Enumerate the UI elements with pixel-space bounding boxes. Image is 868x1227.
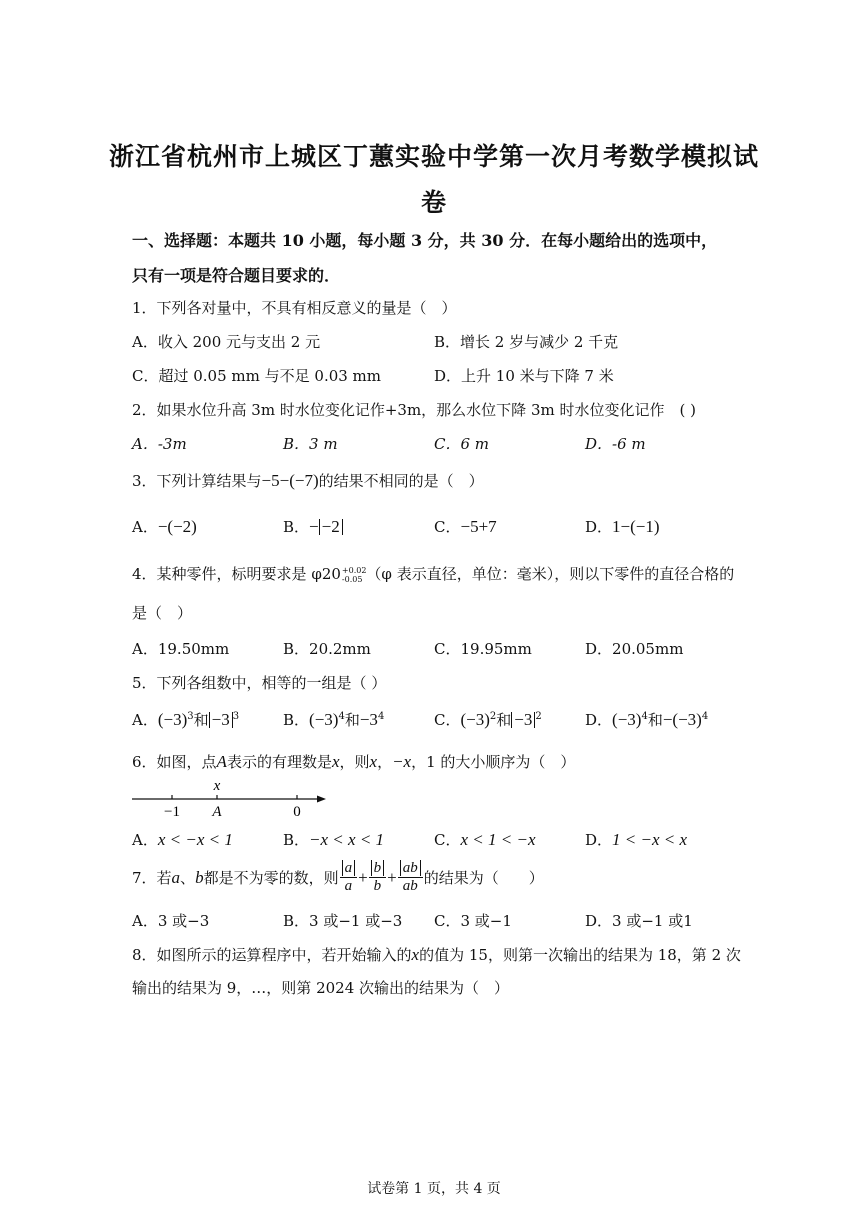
q2-option-d: D．-6 m bbox=[585, 435, 646, 453]
q7-fraction-1 bbox=[340, 860, 358, 895]
q3-option-b bbox=[283, 516, 343, 537]
q5-option-c-abs: −3 bbox=[511, 712, 535, 728]
q4-option-b: B．20.2mm bbox=[283, 640, 371, 658]
q5-option-a-and: 和 bbox=[193, 711, 209, 729]
q2-option-b: B．3 m bbox=[283, 435, 338, 453]
axis-label-neg1: −1 bbox=[164, 804, 180, 820]
section-1-heading-line-2: 只有一项是符合题目要求的． bbox=[132, 266, 341, 285]
q3-option-d-label: D． bbox=[585, 518, 613, 536]
q5-option-b-base: (−3) bbox=[309, 710, 339, 729]
q7-option-b: B．3 或−1 或−3 bbox=[283, 912, 403, 930]
q4-stem-prefix: 4．某种零件，标明要求是 φ20 bbox=[132, 565, 341, 583]
q4-stem-line-2: 是（ ） bbox=[132, 604, 193, 622]
q1-option-b: B．增长 2 岁与减少 2 千克 bbox=[434, 333, 619, 351]
q5-option-c-exponent: 2 bbox=[489, 711, 497, 722]
q5-option-d-exponent: 4 bbox=[641, 711, 648, 722]
q5-option-c-exponent-2: 2 bbox=[535, 711, 542, 722]
q5-option-c-base: (−3) bbox=[460, 710, 490, 729]
q6-option-d-label: D． bbox=[585, 831, 613, 849]
q7-option-c: C．3 或−1 bbox=[434, 912, 512, 930]
q6-stem bbox=[132, 751, 575, 772]
q3-stem-expression: −5−(−7) bbox=[261, 471, 319, 490]
q3-option-c-expr: −5+7 bbox=[460, 517, 497, 536]
q8-var-x: x bbox=[411, 945, 420, 964]
q6-option-a-label: A． bbox=[132, 831, 158, 849]
q4-option-a: A．19.50mm bbox=[132, 640, 230, 658]
q7-plus-2: + bbox=[387, 867, 397, 887]
q8-stem-suffix: 的值为 15，则第一次输出的结果为 18，第 2 次 bbox=[419, 946, 741, 964]
q5-option-a-exponent: 3 bbox=[187, 711, 194, 722]
q8-stem bbox=[132, 944, 741, 965]
q8-stem-prefix: 8．如图所示的运算程序中，若开始输入的 bbox=[132, 946, 412, 964]
q3-stem-suffix: 的结果不相同的是（ ） bbox=[318, 472, 484, 490]
q5-option-d-rhs: −(−3) bbox=[662, 710, 702, 729]
q3-option-b-minus: − bbox=[309, 517, 319, 536]
axis-label-x: x bbox=[213, 778, 221, 794]
q3-option-d-expr: 1−(−1) bbox=[612, 517, 660, 536]
q6-var-x: x bbox=[331, 752, 340, 771]
q6-option-d-expr: 1 < −x < x bbox=[612, 830, 688, 849]
q5-option-b-and: 和 bbox=[344, 711, 360, 729]
q7-stem-prefix: 7．若 bbox=[132, 869, 172, 887]
q5-option-b-exponent-2: 4 bbox=[377, 711, 385, 722]
q2-option-c: C．6 m bbox=[434, 435, 490, 453]
axis-label-A: A bbox=[212, 804, 222, 820]
q6-option-c-expr: x < 1 < −x bbox=[460, 830, 536, 849]
q5-option-b-exponent: 4 bbox=[338, 711, 345, 722]
q7-fraction-2-denominator: b bbox=[373, 878, 382, 894]
q7-fraction-3 bbox=[398, 860, 423, 895]
q1-option-a: A．收入 200 元与支出 2 元 bbox=[132, 333, 321, 351]
q7-fraction-2-numerator: b bbox=[371, 860, 385, 876]
number-line-arrow-icon bbox=[317, 796, 326, 803]
q6-var-x-2: x bbox=[369, 752, 378, 771]
q4-stem bbox=[132, 563, 734, 584]
q4-option-c: C．19.95mm bbox=[434, 640, 532, 658]
q6-var-neg-x: −x bbox=[392, 752, 412, 771]
exam-title-line-1: 浙江省杭州市上城区丁蕙实验中学第一次月考数学模拟试 bbox=[108, 142, 759, 171]
q7-option-d: D．3 或−1 或1 bbox=[585, 912, 693, 930]
q4-tolerance-upper: +0.02 bbox=[341, 566, 367, 575]
q3-option-c-label: C． bbox=[434, 518, 461, 536]
q3-stem bbox=[132, 470, 484, 491]
q5-option-c-label: C． bbox=[434, 711, 461, 729]
q5-option-d-label: D． bbox=[585, 711, 613, 729]
q6-option-a bbox=[132, 829, 233, 850]
q5-option-a-base: (−3) bbox=[157, 710, 188, 729]
q7-fraction-2 bbox=[369, 860, 387, 895]
q6-option-a-expr: x < −x < 1 bbox=[157, 830, 233, 849]
q3-stem-prefix: 3．下列计算结果与 bbox=[132, 472, 262, 490]
q6-stem-mid: 表示的有理数是 bbox=[226, 753, 332, 771]
q5-option-a bbox=[132, 709, 239, 730]
q6-option-b bbox=[283, 829, 384, 850]
q5-option-b-rhs: −3 bbox=[359, 710, 378, 729]
q6-option-b-label: B． bbox=[283, 831, 310, 849]
q3-option-a bbox=[132, 516, 197, 537]
q6-option-b-expr: −x < x < 1 bbox=[309, 830, 385, 849]
q6-option-c bbox=[434, 829, 536, 850]
q4-tolerance bbox=[342, 566, 367, 584]
q5-option-a-label: A． bbox=[132, 711, 158, 729]
q6-stem-prefix: 6．如图，点 bbox=[132, 753, 217, 771]
section-1-heading-line-1: 一、选择题：本题共 10 小题，每小题 3 分，共 30 分．在每小题给出的选项中， bbox=[132, 231, 718, 250]
q7-plus-1: + bbox=[358, 867, 368, 887]
q5-option-a-abs: −3 bbox=[209, 712, 233, 728]
q6-sep: ， bbox=[377, 753, 393, 771]
q7-sep: 、 bbox=[180, 869, 196, 887]
q6-option-d bbox=[585, 829, 687, 850]
q3-option-c bbox=[434, 516, 497, 537]
q1-stem: 1．下列各对量中，不具有相反意义的量是（ ） bbox=[132, 299, 457, 317]
q7-fraction-3-numerator: ab bbox=[400, 860, 421, 876]
q7-stem-suffix: 的结果为（ ） bbox=[423, 869, 544, 887]
q5-option-d-base: (−3) bbox=[612, 710, 642, 729]
q5-option-a-exponent-2: 3 bbox=[232, 711, 240, 722]
q8-stem-line-2: 输出的结果为 9，…，则第 2024 次输出的结果为（ ） bbox=[132, 979, 510, 997]
q7-stem-mid: 都是不为零的数，则 bbox=[203, 869, 339, 887]
q5-option-d bbox=[585, 709, 708, 730]
q4-stem-suffix: （φ 表示直径，单位：毫米），则以下零件的直径合格的 bbox=[366, 565, 735, 583]
q3-option-a-expr: −(−2) bbox=[157, 517, 197, 536]
q7-fraction-1-numerator: a bbox=[342, 860, 356, 876]
q7-fraction-1-denominator: a bbox=[344, 878, 353, 894]
page-footer: 试卷第 1 页，共 4 页 bbox=[367, 1181, 501, 1197]
q2-option-a: A．-3m bbox=[132, 435, 187, 453]
q5-option-c bbox=[434, 709, 542, 730]
q6-stem-suffix: ，1 的大小顺序为（ ） bbox=[411, 753, 576, 771]
q1-option-c: C．超过 0.05 mm 与不足 0.03 mm bbox=[132, 367, 382, 385]
q7-stem bbox=[132, 860, 544, 895]
q7-option-a: A．3 或−3 bbox=[132, 912, 210, 930]
q6-stem-then: ，则 bbox=[339, 753, 370, 771]
q7-var-a: a bbox=[171, 867, 181, 887]
q3-option-a-label: A． bbox=[132, 518, 158, 536]
q2-stem: 2．如果水位升高 3m 时水位变化记作+3m，那么水位下降 3m 时水位变化记作 ( ) bbox=[132, 401, 696, 419]
q3-option-d bbox=[585, 516, 660, 537]
q6-point-label: A bbox=[216, 752, 227, 771]
q1-option-d: D．上升 10 米与下降 7 米 bbox=[434, 367, 614, 385]
q3-option-b-label: B． bbox=[283, 518, 310, 536]
q5-stem: 5．下列各组数中，相等的一组是（ ） bbox=[132, 674, 387, 692]
q5-option-d-and: 和 bbox=[647, 711, 663, 729]
q3-option-b-abs: −2 bbox=[319, 519, 343, 535]
q5-option-b bbox=[283, 709, 384, 730]
axis-label-0: 0 bbox=[293, 804, 301, 820]
exam-title-line-2: 卷 bbox=[420, 188, 447, 217]
q7-var-b: b bbox=[195, 867, 204, 887]
q7-fraction-3-denominator: ab bbox=[402, 878, 418, 894]
q5-option-c-and: 和 bbox=[496, 711, 512, 729]
q5-option-d-exponent-2: 4 bbox=[701, 711, 709, 722]
q6-number-line bbox=[128, 776, 333, 820]
q4-tolerance-lower: -0.05 bbox=[341, 575, 363, 584]
q4-option-d: D．20.05mm bbox=[585, 640, 684, 658]
q6-option-c-label: C． bbox=[434, 831, 461, 849]
q5-option-b-label: B． bbox=[283, 711, 310, 729]
